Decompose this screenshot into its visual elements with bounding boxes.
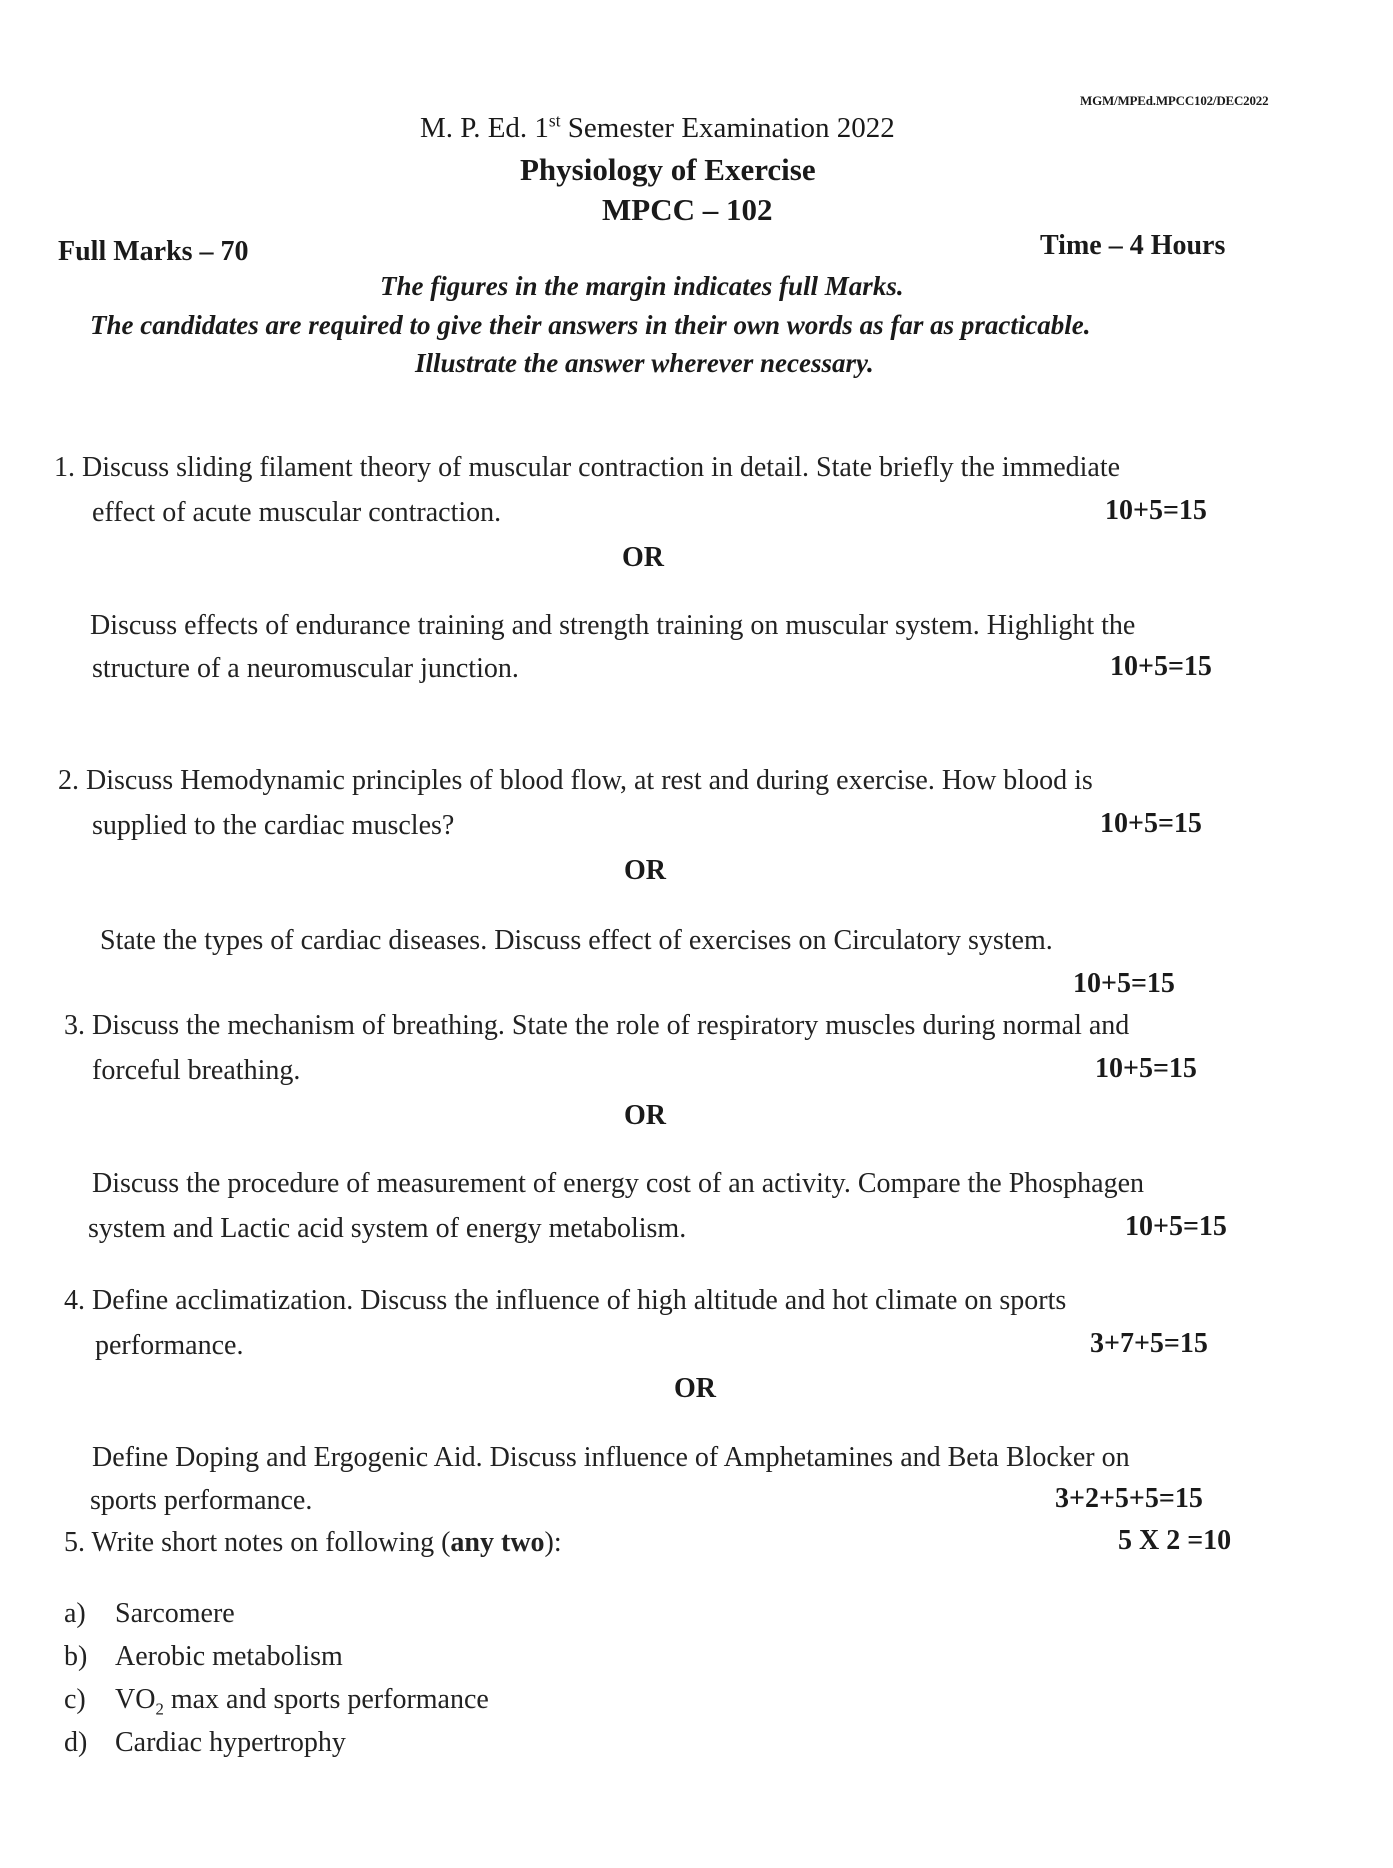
note-c-post: max and sports performance — [163, 1684, 489, 1715]
q2a-line2: supplied to the cardiac muscles? — [92, 810, 455, 841]
q5-marks: 5 X 2 =10 — [1118, 1525, 1232, 1556]
q5-suffix: ): — [544, 1527, 562, 1558]
q3a-line2: forceful breathing. — [92, 1055, 301, 1086]
q3-or: OR — [624, 1100, 666, 1131]
exam-title-suffix: Semester Examination 2022 — [560, 112, 895, 144]
q1b-line1: Discuss effects of endurance training and strength training on muscular system. Highlight the — [90, 610, 1136, 641]
q3a-marks: 10+5=15 — [1095, 1053, 1197, 1084]
note-d-text: Cardiac hypertrophy — [115, 1727, 346, 1758]
q5-prefix: 5. Write short notes on following ( — [64, 1527, 451, 1558]
q4b-marks: 3+2+5+5=15 — [1055, 1483, 1203, 1514]
q2b-marks: 10+5=15 — [1073, 968, 1175, 999]
q3b-line2: system and Lactic acid system of energy metabolism. — [88, 1213, 687, 1244]
q1b-line2: structure of a neuromuscular junction. — [92, 653, 519, 684]
note-c-sub: 2 — [155, 1699, 164, 1719]
q2a-line1: 2. Discuss Hemodynamic principles of blood flow, at rest and during exercise. How blood is — [58, 765, 1093, 796]
paper-code: MGM/MPEd.MPCC102/DEC2022 — [1080, 93, 1269, 108]
time-allowed: Time – 4 Hours — [1040, 230, 1226, 261]
q4a-marks: 3+7+5=15 — [1090, 1328, 1208, 1359]
note-a-label: a) — [64, 1598, 86, 1629]
q1a-marks: 10+5=15 — [1105, 495, 1207, 526]
exam-title-prefix: M. P. Ed. 1 — [420, 112, 549, 144]
q2a-marks: 10+5=15 — [1100, 808, 1202, 839]
note-c-label: c) — [64, 1684, 86, 1715]
instruction-3: Illustrate the answer wherever necessary. — [415, 348, 874, 378]
q3a-line1: 3. Discuss the mechanism of breathing. State the role of respiratory muscles during normal and — [64, 1010, 1130, 1041]
q3b-line1: Discuss the procedure of measurement of energy cost of an activity. Compare the Phosphagen — [92, 1168, 1145, 1199]
exam-title-sup: st — [548, 110, 561, 131]
note-c-text — [115, 1684, 489, 1719]
note-c-pre: VO — [115, 1684, 156, 1715]
instruction-2: The candidates are required to give their answers in their own words as far as practicable. — [90, 310, 1091, 340]
q5-line — [64, 1527, 562, 1559]
q4b-line1: Define Doping and Ergogenic Aid. Discuss influence of Amphetamines and Beta Blocker on — [92, 1442, 1130, 1473]
q1a-line2: effect of acute muscular contraction. — [92, 497, 502, 528]
note-b-label: b) — [64, 1641, 88, 1672]
note-b-text: Aerobic metabolism — [115, 1641, 343, 1672]
q5-bold: any two — [450, 1527, 545, 1558]
q4b-line2: sports performance. — [90, 1485, 313, 1516]
q1a-line1: 1. Discuss sliding filament theory of muscular contraction in detail. State briefly the immediate — [54, 452, 1121, 483]
q2b-line1: State the types of cardiac diseases. Discuss effect of exercises on Circulatory system. — [100, 925, 1053, 956]
q4a-line2: performance. — [95, 1330, 244, 1361]
q3b-marks: 10+5=15 — [1125, 1211, 1227, 1242]
course-code: MPCC – 102 — [602, 192, 773, 227]
q1b-marks: 10+5=15 — [1110, 651, 1212, 682]
subject-title: Physiology of Exercise — [520, 152, 816, 187]
q2-or: OR — [624, 855, 666, 886]
q4-or: OR — [674, 1373, 716, 1404]
exam-title — [420, 112, 895, 145]
full-marks: Full Marks – 70 — [58, 236, 249, 267]
note-a-text: Sarcomere — [115, 1598, 235, 1629]
instruction-1: The figures in the margin indicates full Marks. — [380, 271, 904, 301]
note-d-label: d) — [64, 1727, 88, 1758]
q1-or: OR — [622, 542, 664, 573]
q4a-line1: 4. Define acclimatization. Discuss the influence of high altitude and hot climate on sports — [64, 1285, 1067, 1316]
